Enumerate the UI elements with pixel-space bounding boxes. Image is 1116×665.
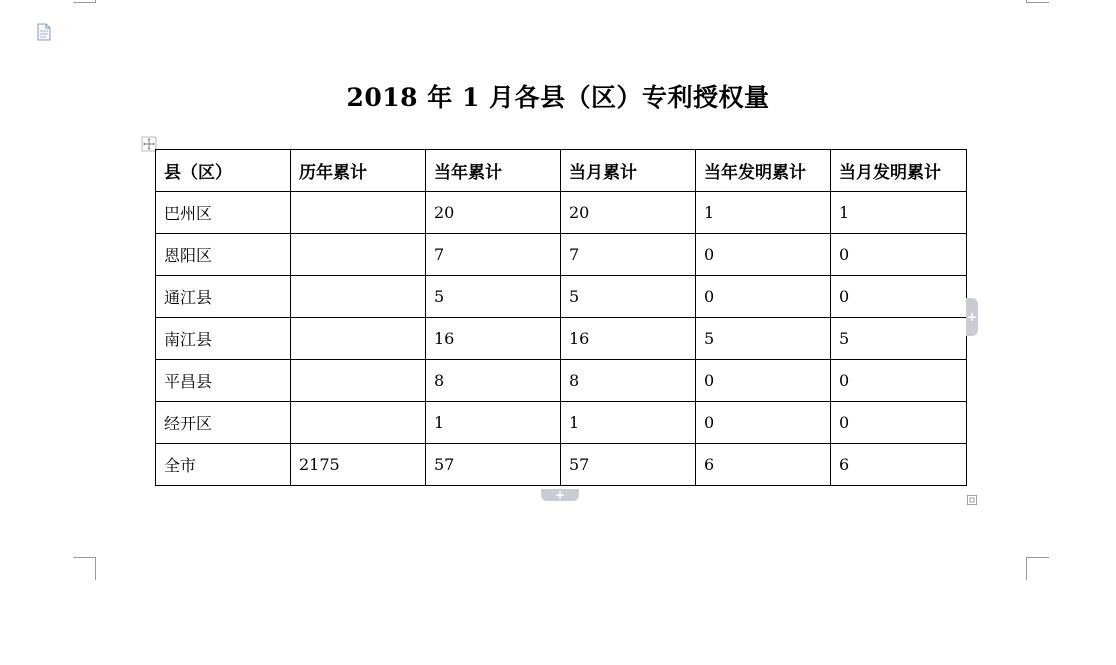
table-cell[interactable]: 7 bbox=[426, 234, 561, 276]
table-cell[interactable]: 57 bbox=[561, 444, 696, 486]
table-row-total bbox=[156, 444, 967, 486]
header-cell-year-invention-total[interactable]: 当年发明累计 bbox=[696, 150, 831, 192]
table-cell[interactable] bbox=[291, 360, 426, 402]
page-margin-mark-bottom-right bbox=[1026, 557, 1049, 580]
table-cell[interactable]: 全市 bbox=[156, 444, 291, 486]
table-cell[interactable] bbox=[291, 192, 426, 234]
table-row bbox=[156, 360, 967, 402]
table-cell[interactable]: 0 bbox=[696, 360, 831, 402]
table-cell[interactable]: 5 bbox=[561, 276, 696, 318]
table-cell[interactable]: 16 bbox=[561, 318, 696, 360]
table-cell[interactable]: 8 bbox=[561, 360, 696, 402]
table-cell[interactable]: 16 bbox=[426, 318, 561, 360]
table-cell[interactable]: 0 bbox=[696, 402, 831, 444]
header-cell-month-invention-total[interactable]: 当月发明累计 bbox=[831, 150, 967, 192]
table-cell[interactable]: 5 bbox=[426, 276, 561, 318]
table-cell[interactable]: 57 bbox=[426, 444, 561, 486]
table-cell[interactable]: 1 bbox=[831, 192, 967, 234]
add-column-button[interactable] bbox=[966, 298, 978, 336]
header-cell-month-total[interactable]: 当月累计 bbox=[561, 150, 696, 192]
resize-icon[interactable] bbox=[967, 490, 977, 500]
document-icon bbox=[37, 23, 51, 41]
table-row bbox=[156, 318, 967, 360]
table-cell[interactable] bbox=[291, 234, 426, 276]
table-cell[interactable]: 1 bbox=[696, 192, 831, 234]
table-cell[interactable]: 20 bbox=[561, 192, 696, 234]
patent-table bbox=[155, 149, 967, 486]
table-cell[interactable]: 0 bbox=[831, 360, 967, 402]
page-margin-mark-top-left bbox=[73, 0, 96, 3]
table-row bbox=[156, 276, 967, 318]
table-cell[interactable]: 0 bbox=[831, 234, 967, 276]
table-row bbox=[156, 402, 967, 444]
table-cell[interactable]: 20 bbox=[426, 192, 561, 234]
table-cell[interactable]: 6 bbox=[696, 444, 831, 486]
table-cell[interactable]: 0 bbox=[831, 402, 967, 444]
table-cell[interactable]: 6 bbox=[831, 444, 967, 486]
table-cell[interactable]: 1 bbox=[426, 402, 561, 444]
page-margin-mark-top-right bbox=[1026, 0, 1049, 3]
plus-icon: + bbox=[966, 310, 978, 324]
table-cell[interactable]: 平昌县 bbox=[156, 360, 291, 402]
add-row-button[interactable] bbox=[541, 489, 579, 501]
document-title: 2018 年 1 月各县（区）专利授权量 bbox=[346, 83, 770, 112]
table-cell[interactable]: 2175 bbox=[291, 444, 426, 486]
table-cell[interactable] bbox=[291, 318, 426, 360]
table-cell[interactable]: 1 bbox=[561, 402, 696, 444]
table-cell[interactable]: 0 bbox=[696, 276, 831, 318]
plus-icon: + bbox=[554, 488, 566, 502]
table-cell[interactable]: 经开区 bbox=[156, 402, 291, 444]
table-cell[interactable] bbox=[291, 402, 426, 444]
page-margin-mark-bottom-left bbox=[73, 557, 96, 580]
table-cell[interactable]: 0 bbox=[696, 234, 831, 276]
table-cell[interactable]: 8 bbox=[426, 360, 561, 402]
table-row bbox=[156, 192, 967, 234]
header-cell-county[interactable]: 县（区） bbox=[156, 150, 291, 192]
header-cell-year-total[interactable]: 当年累计 bbox=[426, 150, 561, 192]
table-cell[interactable]: 5 bbox=[696, 318, 831, 360]
table-header-row bbox=[156, 150, 967, 192]
table-cell[interactable] bbox=[291, 276, 426, 318]
table-cell[interactable]: 南江县 bbox=[156, 318, 291, 360]
header-cell-historical-total[interactable]: 历年累计 bbox=[291, 150, 426, 192]
table-row bbox=[156, 234, 967, 276]
table-cell[interactable]: 5 bbox=[831, 318, 967, 360]
table-cell[interactable]: 巴州区 bbox=[156, 192, 291, 234]
table-cell[interactable]: 恩阳区 bbox=[156, 234, 291, 276]
table-cell[interactable]: 通江县 bbox=[156, 276, 291, 318]
table-cell[interactable]: 0 bbox=[831, 276, 967, 318]
table-cell[interactable]: 7 bbox=[561, 234, 696, 276]
